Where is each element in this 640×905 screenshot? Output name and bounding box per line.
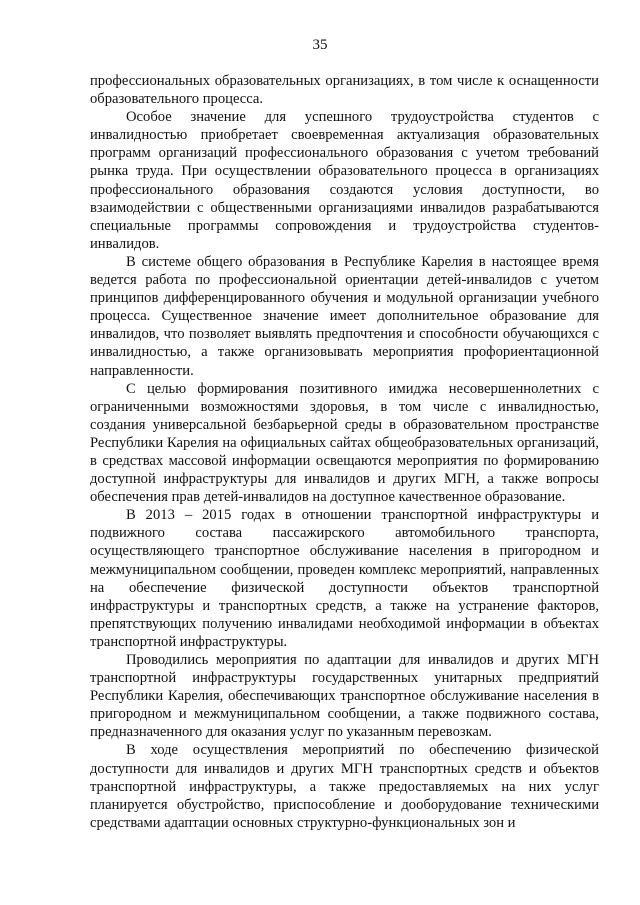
page-number: 35 (312, 37, 328, 53)
paragraph-7: В ходе осуществления мероприятий по обеспечению физической доступности для инвалидов и других МГН транспортных средств и объектов транспортной инфраструктуры, а также предоставляемых на них услуг планируется обустройство, приспособление и дооборудование техническими средствами адаптации основных структурно-функциональных зон и (90, 742, 599, 831)
paragraph-4: С целью формирования позитивного имиджа несовершеннолетних с ограниченными возможностями здоровья, в том числе с инвалидностью, создания универсальной безбарьерной среды в образовательном пространстве Республики Карелия на официальных сайтах общеобразовательных организаций, в средствах массовой информации освещаются мероприятия по формированию доступной инфраструктуры для инвалидов и других МГН, а также вопросы обеспечения прав детей-инвалидов на доступное качественное образование. (90, 380, 599, 506)
paragraph-6: Проводились мероприятия по адаптации для инвалидов и других МГН транспортной инфраструктуры государственных унитарных предприятий Республики Карелия, обеспечивающих транспортное обслуживание населения в пригородном и межмуниципальном сообщении, а также подвижного состава, предназначенного для оказания услуг по указанным перевозкам. (90, 652, 599, 741)
paragraph-1: профессиональных образовательных организациях, в том числе к оснащенности образовательного процесса. (90, 73, 599, 108)
paragraph-2: Особое значение для успешного трудоустройства студентов с инвалидностью приобретает своевременная актуализация образовательных программ организаций профессионального образования с учетом требований рынка труда. При осуществлении образовательного процесса в организациях профессионального образования создаются условия доступности, во взаимодействии с общественными организациями инвалидов разрабатываются специальные программы сопровождения и трудоустройства студентов-инвалидов. (90, 109, 599, 252)
paragraph-3: В системе общего образования в Республике Карелия в настоящее время ведется работа по профессиональной ориентации детей-инвалидов с учетом принципов дифференцированного обучения и модульной организации учебного процесса. Существенное значение имеет дополнительное образование для инвалидов, что позволяет выявлять предпочтения и способности обучающихся с инвалидностью, а также организовывать мероприятия профориентационной направленности. (90, 253, 599, 379)
document-body (90, 72, 599, 832)
paragraph-5: В 2013 – 2015 годах в отношении транспортной инфраструктуры и подвижного состава пассажирского автомобильного транспорта, осуществляющего транспортное обслуживание населения в пригородном и межмуниципальном сообщении, проведен комплекс мероприятий, направленных на обеспечение физической доступности объектов транспортной инфраструктуры и транспортных средств, а также на устранение факторов, препятствующих получению инвалидами необходимой информации в объектах транспортной инфраструктуры. (90, 507, 599, 650)
